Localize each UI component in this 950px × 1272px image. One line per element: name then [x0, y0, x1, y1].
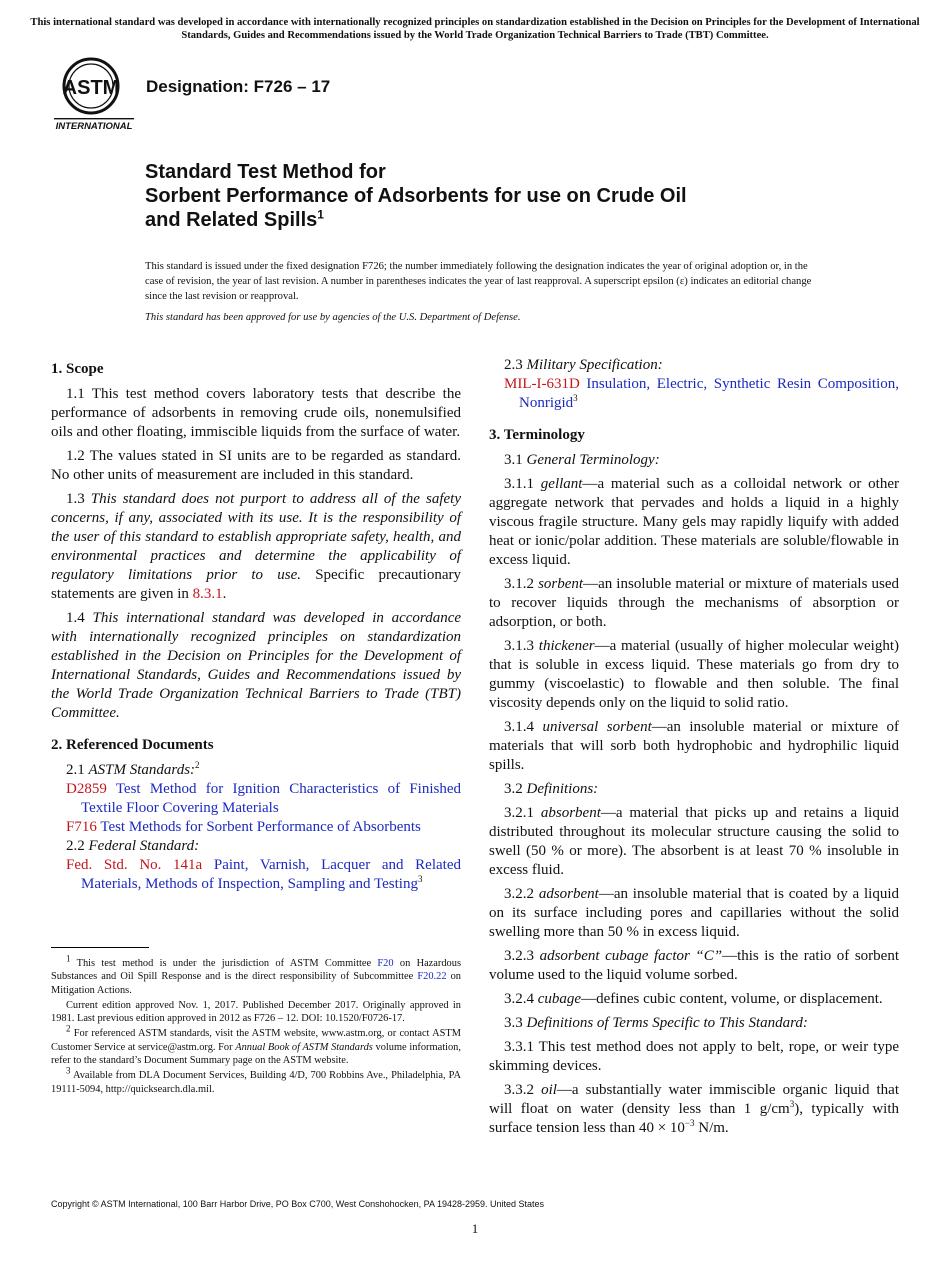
left-column [51, 356, 461, 894]
paragraph-3-2-1: 3.2.1 absorbent—a material that picks up and retains a liquid distributed throughout its molecular structure causing the solid to swell (50 % or more). The absorbent is at least 70 % insoluble in excess fluid. [489, 805, 899, 878]
link-fed-std-141a[interactable]: Fed. Std. No. 141a [66, 857, 203, 873]
link-f20-22[interactable]: F20.22 [417, 971, 447, 983]
right-column [489, 356, 899, 1143]
title-footnote-mark: 1 [317, 207, 324, 222]
svg-text:INTERNATIONAL: INTERNATIONAL [55, 121, 133, 132]
footnote-1-edition: Current edition approved Nov. 1, 2017. Published December 2017. Originally approved in 1981. Last previous edition approved in 2012 as F726 – 12. DOI: 10.1520/F0726-17. [51, 999, 461, 1025]
reference-mil-i-631d: MIL-I-631D Insulation, Electric, Synthetic Resin Composition, Nonrigid$^3$ [504, 376, 899, 411]
paragraph-3-1-4: 3.1.4 universal sorbent—an insoluble material or mixture of materials that will sorb both hydrophobic and hydrophilic liquid spills. [489, 719, 900, 773]
paragraph-1-2: 1.2 The values stated in SI units are to be regarded as standard. No other units of measurement are included in this standard. [51, 448, 461, 483]
paragraph-2-3: 2.3 Military Specification: [504, 357, 663, 373]
footnote-1: $^1$ This test method is under the jurisdiction of ASTM Committee F20 on Hazardous Substances and Oil Spill Response and is the direct responsibility of Subcommittee F20.22 on Mitigation Actions. [51, 953, 461, 996]
astm-logo [54, 56, 134, 132]
paragraph-3-2-3: 3.2.3 adsorbent cubage factor “C”—this is the ratio of sorbent volume used to the liquid volume sorbed. [489, 948, 899, 983]
link-f20[interactable]: F20 [377, 958, 394, 969]
paragraph-3-2: 3.2 Definitions: [504, 781, 599, 797]
reference-fed-std-141a: Fed. Std. No. 141a Paint, Varnish, Lacquer and Related Materials, Methods of Inspection, Sampling and Testing$^3$ [66, 857, 461, 892]
paragraph-1-4: 1.4 This international standard was developed in accordance with internationally recognized principles on standardization established in the Decision on Principles for the Development of International Standards, Guides and Recommendations issued by the World Trade Organization Technical Barriers to Trade (TBT) Committee. [51, 610, 462, 721]
footnote-divider [51, 947, 149, 948]
paragraph-3-3: 3.3 Definitions of Terms Specific to This Standard: [504, 1015, 808, 1031]
link-d2859[interactable]: D2859 [66, 781, 107, 797]
copyright-notice: Copyright © ASTM International, 100 Barr Harbor Drive, PO Box C700, West Conshohocken, PA 19428-2959. United States [51, 1199, 545, 1209]
tbt-notice: This international standard was developed in accordance with internationally recognized principles on standardization established in the Decision on Principles for the Development of International Standards, Guides and Recommendations issued by the World Trade Organization Technical Barriers to Trade (TBT) Committee. [30, 17, 920, 41]
paragraph-3-2-2: 3.2.2 adsorbent—an insoluble material that is coated by a liquid on its surface including pores and capillaries without the solid swelling more than 50 % in excess liquid. [489, 886, 900, 940]
footnote-2: $^2$ For referenced ASTM standards, visit the ASTM website, www.astm.org, or contact ASTM Customer Service at service@astm.org. For Annual Book of ASTM Standards volume information, refer to the standard’s Document Summary page on the ASTM website. [51, 1024, 461, 1067]
reference-f716 [51, 818, 461, 837]
paragraph-2-2: 2.2 Federal Standard: [66, 838, 200, 854]
paragraph-3-2-4: 3.2.4 cubage—defines cubic content, volume, or displacement. [504, 991, 883, 1007]
link-d2859-title[interactable]: Test Method for Ignition Characteristics of Finished Textile Floor Covering Materials [81, 781, 461, 816]
section-heading-scope: 1. Scope [51, 361, 104, 377]
link-f716-title[interactable]: Test Methods for Sorbent Performance of Absorbents [96, 819, 421, 835]
paragraph-3-1-1: 3.1.1 gellant—a material such as a colloidal network or other aggregate network that pervades and holds a liquid in a highly viscous fragile structure. Many gels may rapidly liquify with added heat or ionic/polar addition. These materials are soluble/flowable in excess liquid. [489, 476, 900, 568]
title-line-3: and Related Spills$^1$ [145, 207, 324, 231]
link-mil-title[interactable]: Insulation, Electric, Synthetic Resin Composition, Nonrigid [519, 376, 899, 411]
reference-d2859 [51, 780, 461, 818]
paragraph-3-1-3: 3.1.3 thickener—a material (usually of higher molecular weight) that is soluble in excess liquid. These materials go from dry to gummy (viscoelastic) to flowable and then soluble. The final viscosity depends only on the liquid to solid ratio. [489, 638, 899, 711]
dod-approval-note: This standard has been approved for use by agencies of the U.S. Department of Defense. [145, 312, 521, 323]
link-8-3-1[interactable]: 8.3.1 [192, 586, 223, 602]
document-title [145, 160, 845, 232]
paragraph-3-1-2: 3.1.2 sorbent—an insoluble material or mixture of materials used to recover liquids through the mechanisms of absorption or adsorption, or both. [489, 576, 899, 630]
paragraph-3-1: 3.1 General Terminology: [504, 452, 660, 468]
paragraph-2-1: 2.1 ASTM Standards:$^2$ [66, 760, 200, 778]
svg-text:ASTM: ASTM [62, 77, 120, 99]
paragraph-1-1: 1.1 This test method covers laboratory tests that describe the performance of adsorbents in removing crude oils, nonemulsified oils and other floating, immiscible liquids from the surface of water. [51, 386, 461, 440]
title-line-2: Sorbent Performance of Adsorbents for use on Crude Oil [145, 185, 687, 207]
link-fed-std-title[interactable]: Paint, Varnish, Lacquer and Related Materials, Methods of Inspection, Sampling and Testing [81, 857, 461, 892]
page-number: 1 [471, 1221, 479, 1236]
paragraph-3-3-1: 3.3.1 This test method does not apply to belt, rope, or weir type skimming devices. [489, 1039, 899, 1074]
issuance-note: This standard is issued under the fixed designation F726; the number immediately following the designation indicates the year of original adoption or, in the case of revision, the year of last revision. A number in parentheses indicates the year of last reapproval. A superscript epsilon (ε) indicates an editorial change since the last revision or reapproval. [145, 261, 812, 303]
footnotes [51, 953, 461, 1098]
section-heading-terminology: 3. Terminology [489, 427, 585, 443]
paragraph-3-3-2: 3.3.2 oil—a substantially water immiscible organic liquid that will float on water (density less than 1 $g/cm^3$), typically with surface tension less than $40 \times 10^{-3}$ N/m. [489, 1082, 900, 1136]
link-f716[interactable]: F716 [66, 819, 97, 835]
link-mil-i-631d[interactable]: MIL-I-631D [504, 376, 580, 392]
footnote-3: $^3$ Available from DLA Document Services, Building 4/D, 700 Robbins Ave., Philadelphia, PA 19111-5094, http://quicksearch.dla.mil. [51, 1065, 461, 1095]
title-line-1: Standard Test Method for [145, 161, 386, 183]
designation: Designation: F726 – 17 [146, 77, 331, 96]
paragraph-1-3: 1.3 This standard does not purport to address all of the safety concerns, if any, associated with its use. It is the responsibility of the user of this standard to establish appropriate safety, health, and environmental practices and determine the applicability of regulatory limitations prior to use. Specific precautionary statements are given in 8.3.1. [51, 491, 461, 602]
section-heading-referenced-documents: 2. Referenced Documents [51, 737, 214, 753]
